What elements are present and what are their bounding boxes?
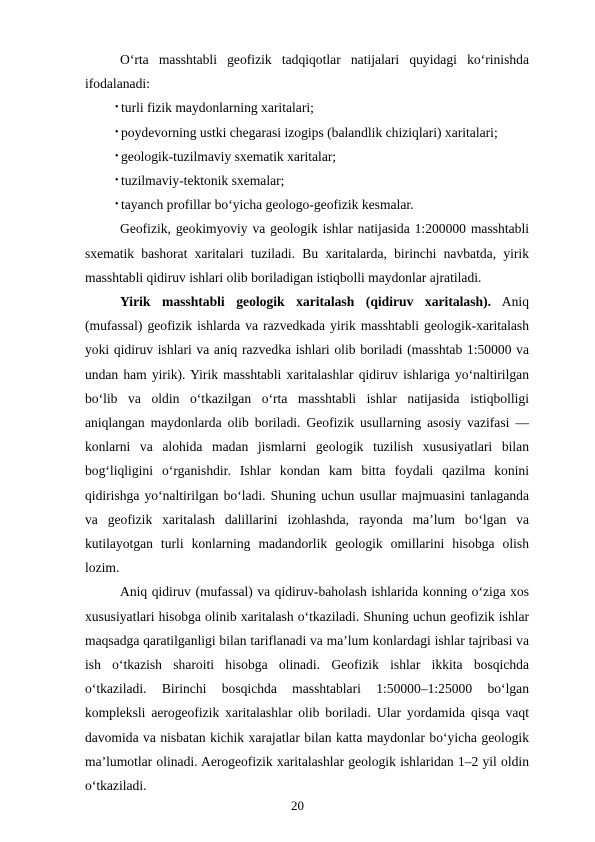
bullet-icon: •	[115, 150, 119, 162]
list-item-text: geologik-tuzilmaviy sxematik xaritalar;	[121, 148, 337, 164]
document-page	[85, 48, 529, 798]
bullet-list	[85, 96, 529, 217]
paragraph-detailed-exploration: Aniq qidiruv (mufassal) va qidiruv-baholash ishlarida konning o‘ziga xos xususiyatlari hisobga olinib xaritalash o‘tkaziladi. Shuning uchun geofizik ishlar maqsadga qaratilganligi bilan tariflanadi va ma’lum konlardagi ishlar tajribasi va ish o‘tkazish sharoiti hisobga olinadi. Geofizik ishlar ikkita bosqichda o‘tkaziladi. Birinchi bosqichda masshtablari 1:50000–1:25000 bo‘lgan kompleksli aerogeofizik xaritalashlar olib boriladi. Ular yordamida qisqa vaqt davomida va nisbatan kichik xarajatlar bilan katta maydonlar bo‘yicha geologik ma’lumotlar olinadi. Aerogeofizik xaritalashlar geologik ishlaridan 1–2 yil oldin o‘tkaziladi.	[85, 584, 529, 794]
paragraph-body: Aniq (mufassal) geofizik ishlarda va razvedkada yirik masshtabli geologik-xaritalash yoki qidiruv ishlari va aniq razvedka ishlari olib boriladi (masshtab 1:50000 va undan ham yirik). Yirik masshtabli xaritalashlar qidiruv ishlariga yo‘naltirilgan bo‘lib va oldin o‘tkazilgan o‘rta masshtabli ishlar natijasida istiqbolligi aniqlangan maydonlarda olib boriladi. Geofizik usullarning asosiy vazifasi — konlarni va alohida madan jismlarni geologik tuzilish xususiyatlari bilan bog‘liqligini o‘rganishdir. Ishlar kondan kam bitta foydali qazilma konini qidirishga yo‘naltirilgan bo‘ladi. Shuning uchun usullar majmuasini tanlaganda va geofizik xaritalash dalillarini izohlashda, rayonda ma’lum bo‘lgan va kutilayotgan turli konlarning madandorlik geologik omillarini hisobga olish lozim.	[85, 294, 529, 576]
list-item	[85, 145, 529, 169]
page-number: 20	[291, 798, 304, 813]
list-item-text: poydevorning ustki chegarasi izogips (balandlik chiziqlari) xaritalari;	[121, 124, 498, 140]
list-item	[85, 96, 529, 120]
bullet-icon: •	[115, 102, 119, 114]
bullet-icon: •	[115, 126, 119, 138]
list-item-text: tayanch profillar bo‘yicha geologo-geofizik kesmalar.	[121, 197, 414, 213]
bullet-icon: •	[115, 175, 119, 187]
list-item	[85, 193, 529, 217]
intro-paragraph: O‘rta masshtabli geofizik tadqiqotlar natijalari quyidagi ko‘rinishda ifodalanadi:	[85, 52, 529, 92]
section-heading: Yirik masshtabli geologik xaritalash (qidiruv xaritalash).	[120, 294, 492, 310]
list-item	[85, 169, 529, 193]
bullet-icon: •	[115, 199, 119, 211]
list-item-text: turli fizik maydonlarning xaritalari;	[121, 100, 314, 116]
list-item	[85, 121, 529, 145]
paragraph-forecast-maps: Geofizik, geokimyoviy va geologik ishlar natijasida 1:200000 masshtabli sxematik bashorat xaritalari tuziladi. Bu xaritalarda, birinchi navbatda, yirik masshtabli qidiruv ishlari olib boriladigan istiqbolli maydonlar ajratiladi.	[85, 221, 529, 285]
paragraph-large-scale-mapping	[85, 290, 529, 580]
list-item-text: tuzilmaviy-tektonik sxemalar;	[121, 173, 285, 189]
